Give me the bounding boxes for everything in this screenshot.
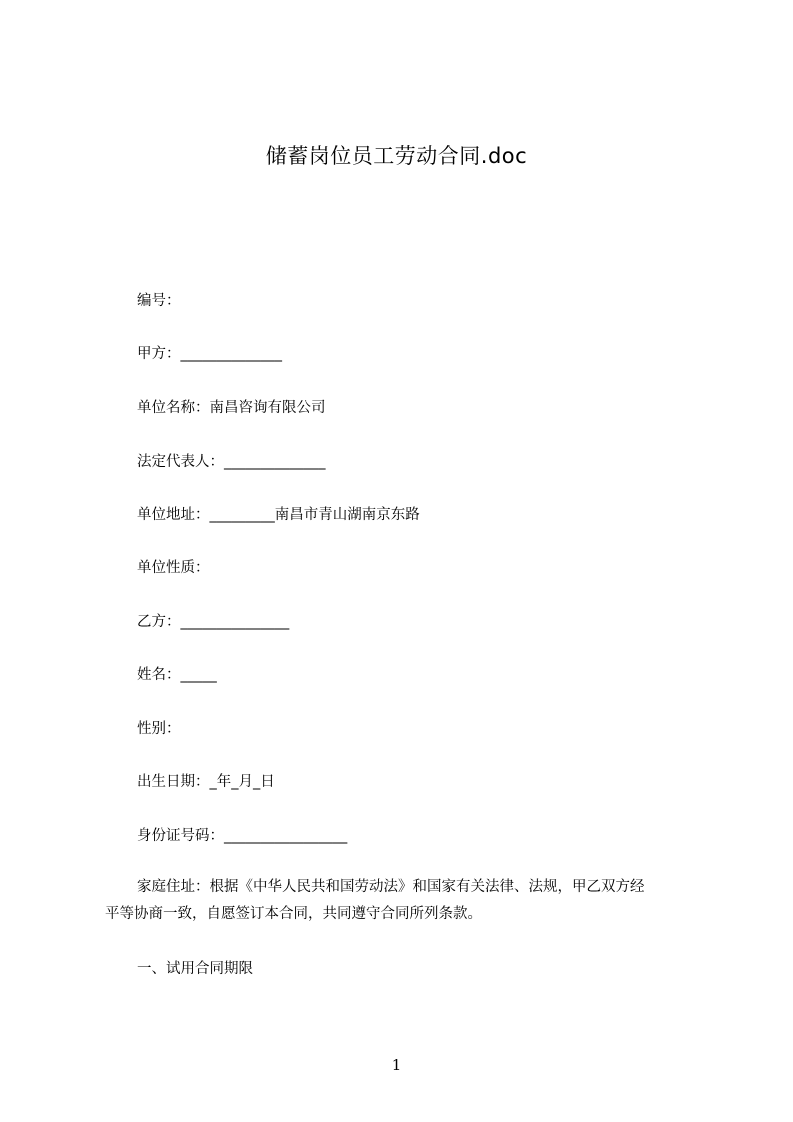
field-party-b: 乙方：_______________ — [137, 614, 290, 630]
preamble-line-2: 平等协商一致，自愿签订本合同，共同遵守合同所列条款。 — [105, 906, 482, 922]
preamble-line-1: 家庭住址：根据《中华人民共和国劳动法》和国家有关法律、法规，甲乙双方经 — [137, 879, 645, 895]
field-id-number: 身份证号码：_________________ — [137, 828, 348, 844]
section-heading: 一、试用合同期限 — [137, 961, 253, 977]
field-birth-date: 出生日期：_年_月_日 — [137, 774, 275, 790]
field-serial-number: 编号： — [137, 293, 181, 309]
field-party-a: 甲方：______________ — [137, 346, 282, 362]
field-legal-representative: 法定代表人：______________ — [137, 454, 326, 470]
preamble-paragraph — [105, 874, 705, 928]
page-number: 1 — [391, 1056, 402, 1074]
field-company-nature: 单位性质： — [137, 560, 210, 576]
field-company-name: 单位名称：南昌咨询有限公司 — [137, 400, 326, 416]
field-name: 姓名：_____ — [137, 667, 217, 683]
field-gender: 性别： — [137, 721, 181, 737]
document-title: 储蓄岗位员工劳动合同.doc — [265, 144, 528, 168]
field-company-address: 单位地址：_________南昌市青山湖南京东路 — [137, 507, 420, 523]
